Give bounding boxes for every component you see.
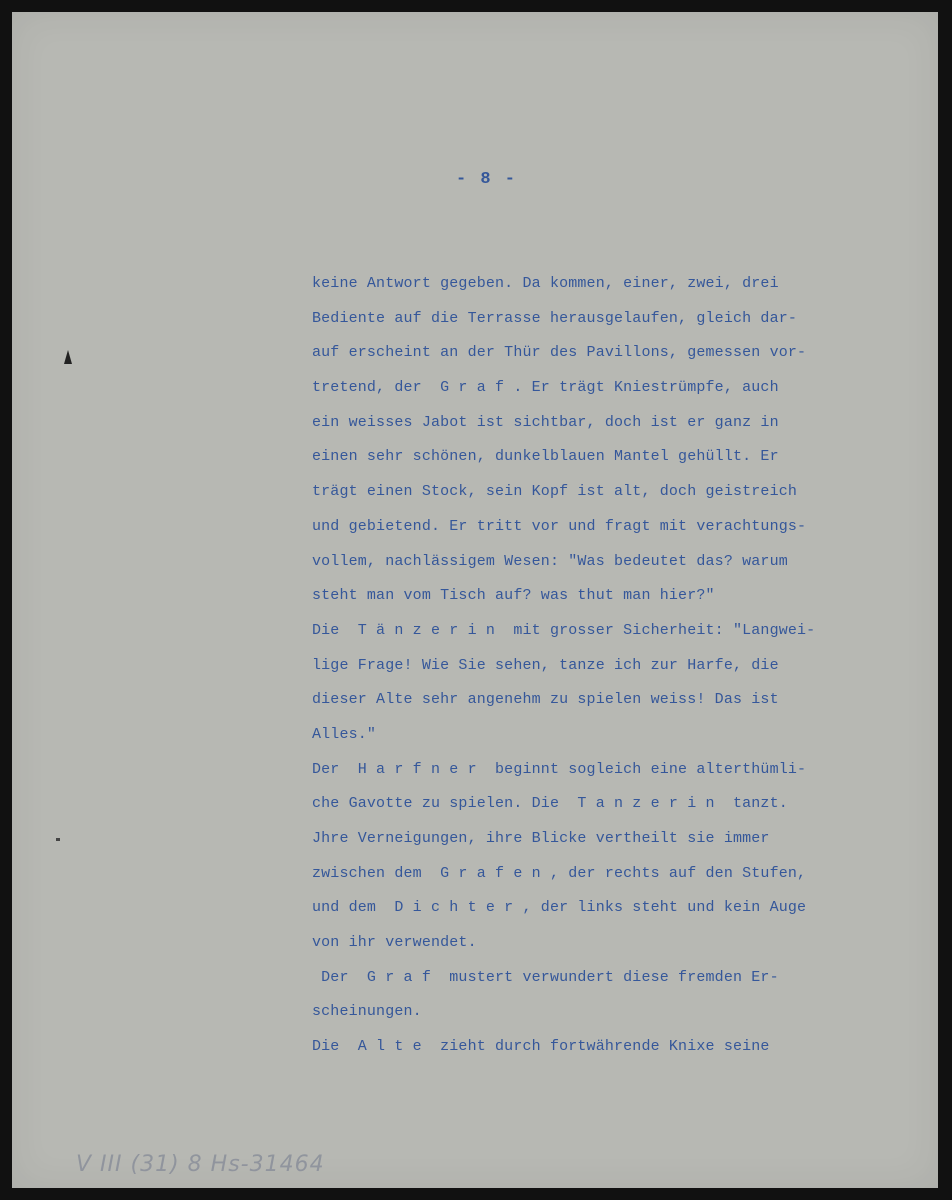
text-line: Die A l t e zieht durch fortwährende Knixe seine (312, 1038, 770, 1056)
text-line: Die T ä n z e r i n mit grosser Sicherheit: "Langwei- (312, 621, 816, 639)
text-line: Alles." (312, 725, 377, 743)
text-line: trägt einen Stock, sein Kopf ist alt, doch geistreich (312, 483, 798, 501)
margin-arrow-icon (64, 350, 72, 364)
text-line: Der G r a f mustert verwundert diese fremden Er- (312, 968, 779, 986)
paper-sheet (12, 12, 938, 1188)
text-line: vollem, nachlässigem Wesen: "Was bedeutet das? warum (312, 552, 788, 570)
typescript-body (312, 267, 912, 1065)
margin-dot-icon (56, 838, 60, 841)
text-line: und gebietend. Er tritt vor und fragt mit verachtungs- (312, 517, 807, 535)
text-line: steht man vom Tisch auf? was thut man hier?" (312, 587, 715, 605)
text-line: zwischen dem G r a f e n , der rechts auf den Stufen, (312, 864, 807, 882)
text-line: Bediente auf die Terrasse herausgelaufen, gleich dar- (312, 309, 798, 327)
text-line: Der H a r f n e r beginnt sogleich eine alterthümli- (312, 760, 807, 778)
text-line: Jhre Verneigungen, ihre Blicke vertheilt sie immer (312, 830, 770, 847)
text-line: dieser Alte sehr angenehm zu spielen weiss! Das ist (312, 691, 779, 709)
text-line: che Gavotte zu spielen. Die T a n z e r i n tanzt. (312, 795, 788, 813)
text-line: tretend, der G r a f . Er trägt Kniestrümpfe, auch (312, 379, 779, 397)
archive-shelfmark: V III (31) 8 Hs-31464 (76, 1152, 325, 1177)
text-line: auf erscheint an der Thür des Pavillons, gemessen vor- (312, 344, 807, 362)
text-line: und dem D i c h t e r , der links steht und kein Auge (312, 899, 807, 917)
page-number: - 8 - (456, 170, 518, 189)
text-line: scheinungen. (312, 1003, 422, 1021)
text-line: ein weisses Jabot ist sichtbar, doch ist er ganz in (312, 413, 779, 431)
text-line: von ihr verwendet. (312, 934, 477, 952)
text-line: einen sehr schönen, dunkelblauen Mantel gehüllt. Er (312, 448, 779, 466)
text-line: keine Antwort gegeben. Da kommen, einer, zwei, drei (312, 275, 779, 292)
text-line: lige Frage! Wie Sie sehen, tanze ich zur Harfe, die (312, 656, 779, 674)
